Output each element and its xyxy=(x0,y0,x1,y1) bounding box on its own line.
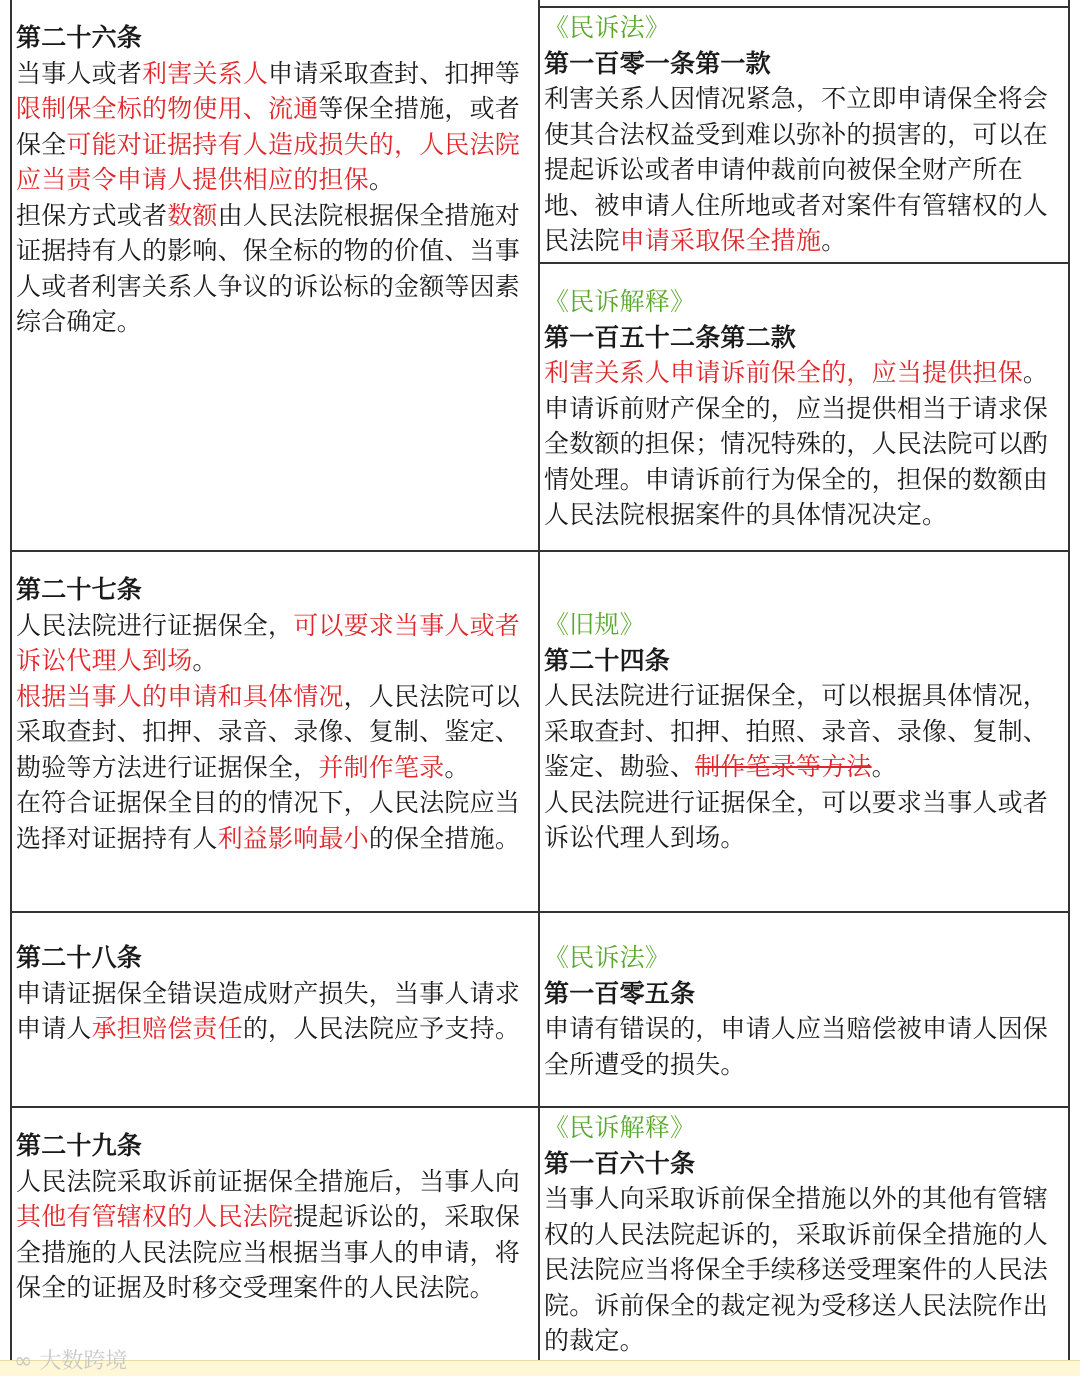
row-divider xyxy=(540,262,1068,264)
highlight-text: 利害关系人 xyxy=(142,58,269,88)
article-paragraph xyxy=(16,198,536,340)
text-run: 在符合证据保全目的的情况下，人民法院应当选择对证据持有人 xyxy=(16,788,521,853)
text-run: 。 xyxy=(368,165,395,194)
highlight-text: 其他有管辖权的人民法院 xyxy=(16,1202,294,1231)
row-divider xyxy=(10,1106,1070,1108)
watermark xyxy=(14,1344,127,1375)
watermark-icon: ∞ xyxy=(14,1349,33,1374)
reference-cell xyxy=(544,10,1066,259)
reference-title: 第一百零一条第一款 xyxy=(544,48,771,78)
column-divider xyxy=(538,0,540,1360)
text-run: 申请采取查封、扣押等 xyxy=(268,58,521,88)
reference-title: 第一百六十条 xyxy=(544,1148,696,1178)
text-run: 申请证据保全错误造成财产损失，当事人请求申请人 xyxy=(16,978,521,1043)
text-run: 由人民法院根据保全措施对证据持有人的影响、保全标的物的价值、当事人或者利害关系人争议的诉讼标的金额等因素综合确定。 xyxy=(16,200,521,336)
highlight-text: 根据当事人的申请和具体情况 xyxy=(16,681,344,711)
highlight-text: 可以要求当事人或者诉讼代理人到场 xyxy=(16,610,521,675)
row-divider xyxy=(10,911,1070,913)
text-run: 等保全措施，或者保全 xyxy=(16,94,521,159)
text-run: 的保全措施。 xyxy=(368,823,521,853)
highlight-text: 承担赔偿责任 xyxy=(91,1014,243,1043)
article-paragraph xyxy=(16,976,536,1047)
reference-paragraph: 申请有错误的，申请人应当赔偿被申请人因保全所遭受的损失。 xyxy=(544,1014,1049,1079)
reference-cell xyxy=(544,284,1068,533)
article-paragraph xyxy=(16,56,536,198)
reference-cell xyxy=(544,1110,1068,1359)
struck-text: 制作笔录等方法 xyxy=(695,752,872,781)
text-run: 。 xyxy=(192,646,218,675)
highlight-text: 利害关系人申请诉前保全的，应当提供担保 xyxy=(544,358,1023,387)
source-label: 《旧规》 xyxy=(544,610,645,639)
highlight-text: 数额 xyxy=(167,200,218,230)
table-border-left xyxy=(10,0,12,1360)
article-paragraph xyxy=(16,608,536,679)
reference-title: 第二十四条 xyxy=(544,645,671,675)
text-run: 。 xyxy=(821,226,847,255)
reference-paragraph xyxy=(544,81,1066,259)
text-run: 提起诉讼的，采取保全措施的人民法院应当根据当事人的申请，将保全的证据及时移交受理案件的人民法院。 xyxy=(16,1202,521,1302)
article-26-cell xyxy=(16,20,536,340)
reference-paragraph xyxy=(544,355,1068,533)
article-29-cell xyxy=(16,1128,536,1306)
text-run: 利害关系人因情况紧急，不立即申请保全将会使其合法权益受到难以弥补的损害的，可以在提起诉讼或者申请仲裁前向被保全财产所在地、被申请人住所地或者对案件有管辖权的人民法院 xyxy=(544,84,1049,255)
reference-paragraph: 人民法院进行证据保全，可以要求当事人或者诉讼代理人到场。 xyxy=(544,787,1049,852)
text-run: 担保方式或者 xyxy=(16,200,168,230)
article-title: 第二十六条 xyxy=(16,23,143,52)
text-run: 人民法院进行证据保全，可以根据具体情况，采取查封、扣押、拍照、录音、录像、复制、鉴定、勘验、 xyxy=(544,681,1049,781)
article-27-cell xyxy=(16,572,536,856)
article-title: 第二十七条 xyxy=(16,575,143,604)
article-title: 第二十九条 xyxy=(16,1131,143,1160)
article-paragraph xyxy=(16,785,536,856)
source-label: 《民诉法》 xyxy=(544,943,671,972)
source-label: 《民诉法》 xyxy=(544,13,671,42)
text-run: 当事人或者 xyxy=(16,58,143,88)
reference-title: 第一百五十二条第二款 xyxy=(544,322,797,352)
reference-cell xyxy=(544,940,1068,1082)
text-run: ，人民法院可以采取查封、扣押、录音、录像、复制、鉴定、勘验等方法进行证据保全， xyxy=(16,681,521,782)
highlight-text: 并制作笔录 xyxy=(318,752,445,782)
article-paragraph xyxy=(16,679,536,786)
footer-strip xyxy=(0,1360,1080,1376)
article-paragraph xyxy=(16,1164,536,1306)
text-run: 。 xyxy=(871,752,897,781)
highlight-text: 申请采取保全措施 xyxy=(619,226,822,255)
article-28-cell xyxy=(16,940,536,1047)
text-run: 人民法院采取诉前证据保全措施后，当事人向 xyxy=(16,1166,521,1196)
text-run: 的，人民法院应予支持。 xyxy=(242,1014,521,1043)
text-run: 。 xyxy=(444,752,470,782)
reference-paragraph xyxy=(544,678,1068,785)
row-divider xyxy=(10,550,1070,552)
reference-paragraph: 当事人向采取诉前保全措施以外的其他有管辖权的人民法院起诉的，采取诉前保全措施的人民法院应当将保全手续移送受理案件的人民法院。诉前保全的裁定视为受移送人民法院作出的裁定。 xyxy=(544,1184,1049,1355)
source-label: 《民诉解释》 xyxy=(544,287,696,316)
source-label: 《民诉解释》 xyxy=(544,1113,696,1142)
reference-cell xyxy=(544,607,1068,856)
highlight-text: 可能对证据持有人造成损失的，人民法院应当责令申请人提供相应的担保 xyxy=(16,129,521,194)
reference-title: 第一百零五条 xyxy=(544,978,696,1008)
article-title: 第二十八条 xyxy=(16,943,143,972)
comparison-table xyxy=(10,0,1070,1360)
watermark-text: 大数跨境 xyxy=(39,1349,128,1374)
text-run: 。申请诉前财产保全的，应当提供相当于请求保全数额的担保；情况特殊的，人民法院可以酌情处理。申请诉前行为保全的，担保的数额由人民法院根据案件的具体情况决定。 xyxy=(544,358,1049,529)
highlight-text: 利益影响最小 xyxy=(217,823,369,853)
highlight-text: 限制保全标的物使用、流通 xyxy=(16,94,319,123)
table-border-right xyxy=(1068,0,1070,1360)
row-divider xyxy=(540,6,1068,8)
text-run: 人民法院进行证据保全， xyxy=(16,610,294,640)
